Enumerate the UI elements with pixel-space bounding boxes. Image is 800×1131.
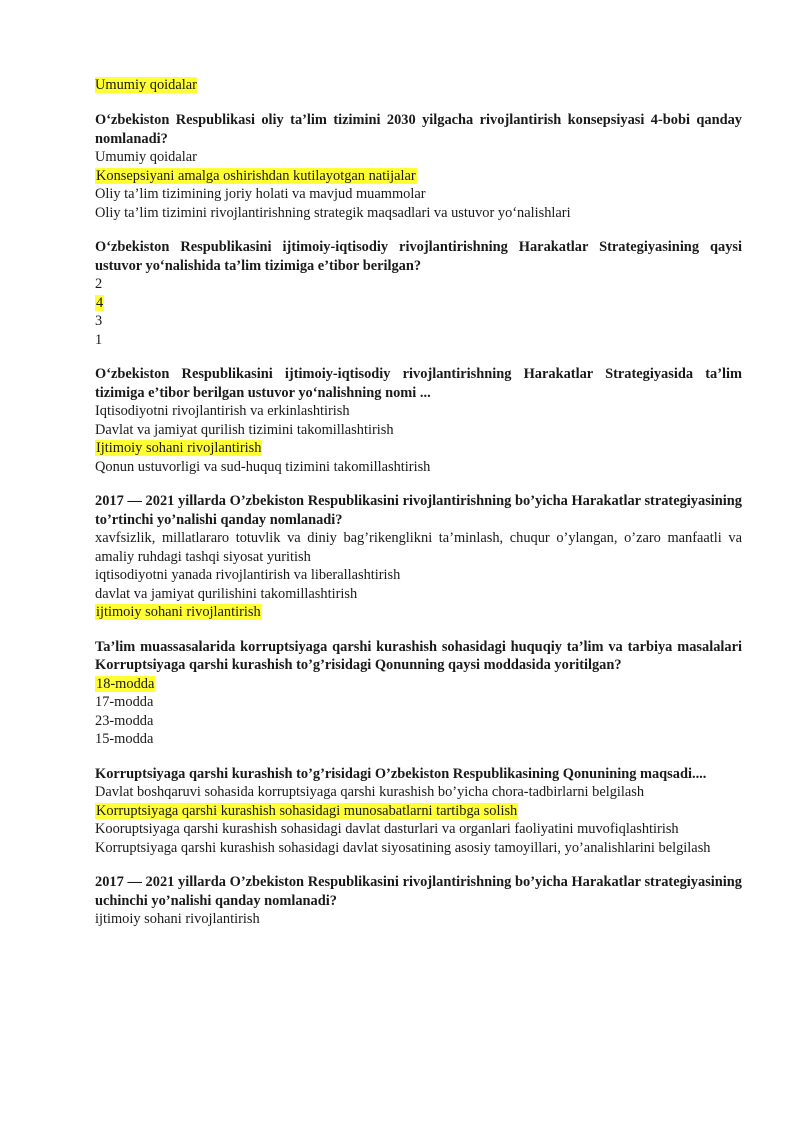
highlighted-answer-text: ijtimoiy sohani rivojlantirish	[96, 604, 261, 620]
answer-option: Davlat boshqaruvi sohasida korruptsiyaga qarshi kurashish bo’yicha chora-tadbirlarni belgilash	[95, 784, 645, 800]
answer-option-highlighted	[95, 294, 742, 313]
answer-option: 23-modda	[95, 712, 154, 729]
answer-option-highlighted	[95, 802, 742, 821]
answer-option: ijtimoiy sohani rivojlantirish	[95, 911, 260, 927]
answer-option: 2	[95, 276, 103, 292]
question-block	[95, 638, 742, 749]
question-text: O‘zbekiston Respublikasini ijtimoiy-iqtisodiy rivojlantirishning Harakatlar Strategiyasida ta’lim tizimiga e’tibor berilgan ustuvor yo‘nalishning nomi ...	[95, 366, 742, 401]
answer-option: Umumiy qoidalar	[95, 149, 197, 165]
answer-option: Iqtisodiyotni rivojlantirish va erkinlashtirish	[95, 403, 350, 419]
answer-option: Davlat va jamiyat qurilish tizimini takomillashtirish	[95, 421, 394, 438]
highlighted-answer-text: Korruptsiyaga qarshi kurashish sohasidagi munosabatlarni tartibga solish	[96, 802, 518, 819]
question-text: 2017 — 2021 yillarda O’zbekiston Respublikasini rivojlantirishning bo’yicha Harakatlar strategiyasining uchinchi yo’nalishi qanday nomlanadi?	[95, 874, 742, 909]
question-list	[95, 111, 742, 929]
section-title-line	[95, 76, 742, 95]
highlighted-answer-text: Ijtimoiy sohani rivojlantirish	[96, 440, 262, 456]
answer-option-highlighted	[95, 603, 742, 622]
answer-option: 3	[95, 313, 103, 329]
answer-option: xavfsizlik, millatlararo totuvlik va diniy bag’rikenglikni ta’minlash, chuqur o’ylangan, o’zaro manfaatli va amaliy ruhdagi tashqi siyosat yuritish	[95, 530, 742, 565]
answer-option: Qonun ustuvorligi va sud-huquq tizimini takomillashtirish	[95, 458, 431, 475]
answer-option: Korruptsiyaga qarshi kurashish sohasidagi davlat siyosatining asosiy tamoyillari, yo’analishlarini belgilash	[95, 839, 711, 856]
question-block	[95, 365, 742, 476]
answer-option: Oliy ta’lim tizimini rivojlantirishning strategik maqsadlari va ustuvor yo‘nalishlari	[95, 204, 571, 221]
question-block	[95, 238, 742, 349]
answer-option: Kooruptsiyaga qarshi kurashish sohasidagi davlat dasturlari va organlari faoliyatini muvofiqlashtirish	[95, 821, 679, 837]
highlighted-answer-text: Konsepsiyani amalga oshirishdan kutilayotgan natijalar	[96, 167, 416, 184]
question-text: Ta’lim muassasalarida korruptsiyaga qarshi kurashish sohasidagi huquqiy ta’lim va tarbiya masalalari Korruptsiyaga qarshi kurashish to’g’risidagi Qonunning qaysi moddasida yoritilgan?	[95, 638, 742, 673]
answer-option-highlighted	[95, 675, 742, 694]
answer-option: 15-modda	[95, 731, 154, 747]
answer-option: davlat va jamiyat qurilishini takomillashtirish	[95, 585, 358, 602]
answer-option: 17-modda	[95, 694, 154, 710]
document-page	[95, 76, 742, 945]
question-text: O‘zbekiston Respublikasini ijtimoiy-iqtisodiy rivojlantirishning Harakatlar Strategiyasining qaysi ustuvor yo‘nalishida ta’lim tizimiga e’tibor berilgan?	[95, 239, 742, 274]
question-text: 2017 — 2021 yillarda O’zbekiston Respublikasini rivojlantirishning bo’yicha Harakatlar strategiyasining to’rtinchi yo’nalishi qanday nomlanadi?	[95, 493, 742, 528]
section-title: Umumiy qoidalar	[95, 77, 197, 93]
question-text: Korruptsiyaga qarshi kurashish to’g’risidagi O’zbekiston Respublikasining Qonunining maqsadi....	[95, 765, 707, 782]
question-block	[95, 873, 742, 929]
question-block	[95, 111, 742, 222]
answer-option-highlighted	[95, 439, 742, 458]
question-text: O‘zbekiston Respublikasi oliy ta’lim tizimini 2030 yilgacha rivojlantirish konsepsiyasi 4-bobi qanday nomlanadi?	[95, 112, 742, 147]
question-block	[95, 765, 742, 858]
answer-option: iqtisodiyotni yanada rivojlantirish va liberallashtirish	[95, 567, 401, 583]
answer-option: 1	[95, 331, 103, 348]
answer-option-highlighted	[95, 167, 742, 186]
answer-option: Oliy ta’lim tizimining joriy holati va mavjud muammolar	[95, 186, 426, 202]
highlighted-answer-text: 18-modda	[96, 675, 155, 692]
question-block	[95, 492, 742, 622]
highlighted-answer-text: 4	[96, 294, 104, 311]
